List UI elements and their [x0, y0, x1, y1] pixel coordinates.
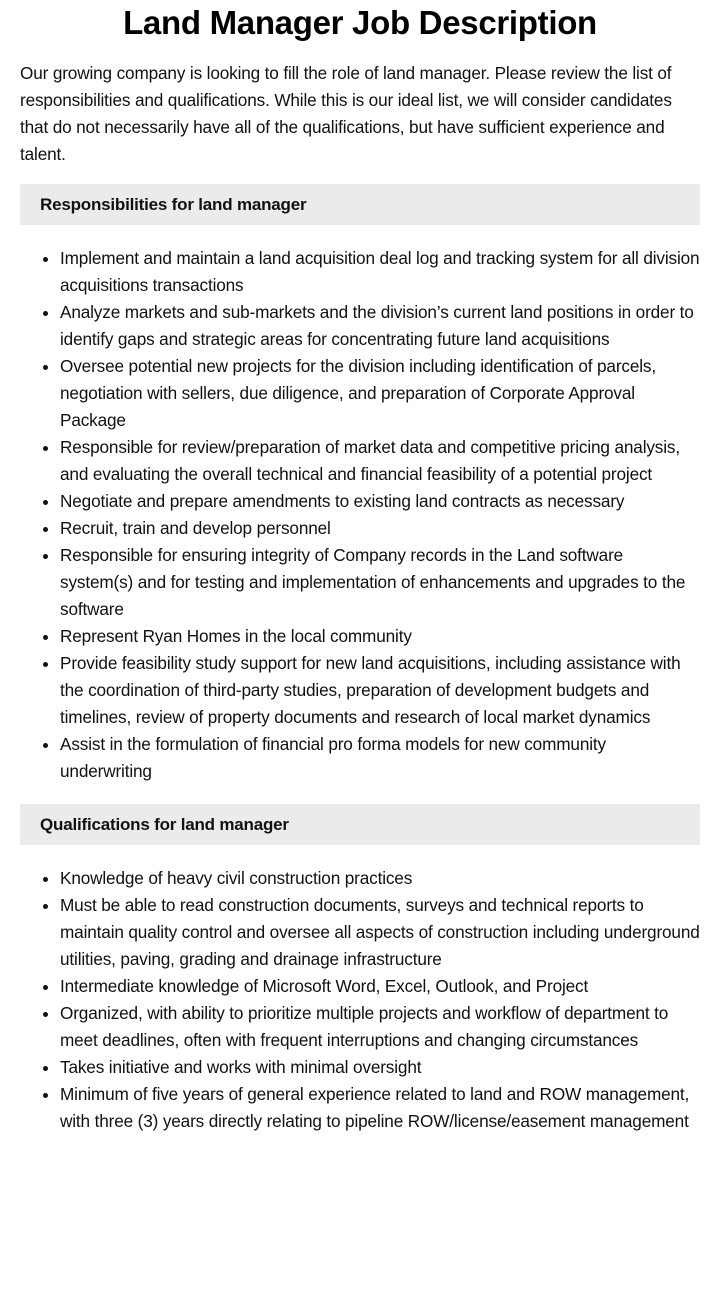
responsibilities-heading: Responsibilities for land manager [20, 184, 700, 225]
qualifications-list [20, 865, 700, 1135]
qualifications-heading: Qualifications for land manager [20, 804, 700, 845]
list-item: • Assist in the formulation of financial pro forma models for new community underwriting [60, 731, 700, 785]
list-item: • Must be able to read construction documents, surveys and technical reports to maintain quality control and oversee all aspects of construction including underground utilities, paving, grading and drainage infrastructure [60, 892, 700, 973]
list-item: • Represent Ryan Homes in the local community [60, 623, 700, 650]
list-item: • Negotiate and prepare amendments to existing land contracts as necessary [60, 488, 700, 515]
intro-paragraph: Our growing company is looking to fill the role of land manager. Please review the list of responsibilities and qualifications. While this is our ideal list, we will consider candidates that do not necessarily have all of the qualifications, but have sufficient experience and talent. [20, 63, 672, 164]
list-item: • Organized, with ability to prioritize multiple projects and workflow of department to meet deadlines, often with frequent interruptions and changing circumstances [60, 1000, 700, 1054]
responsibilities-section [20, 184, 700, 785]
list-item: • Responsible for ensuring integrity of Company records in the Land software system(s) and for testing and implementation of enhancements and upgrades to the software [60, 542, 700, 623]
page-title: Land Manager Job Description [123, 4, 597, 41]
list-item: • Recruit, train and develop personnel [60, 515, 700, 542]
list-item: • Analyze markets and sub-markets and the division’s current land positions in order to identify gaps and strategic areas for concentrating future land acquisitions [60, 299, 700, 353]
list-item: • Intermediate knowledge of Microsoft Word, Excel, Outlook, and Project [60, 973, 700, 1000]
responsibilities-list [20, 245, 700, 785]
list-item: • Oversee potential new projects for the division including identification of parcels, negotiation with sellers, due diligence, and preparation of Corporate Approval Package [60, 353, 700, 434]
qualifications-section [20, 804, 700, 1135]
list-item: • Responsible for review/preparation of market data and competitive pricing analysis, and evaluating the overall technical and financial feasibility of a potential project [60, 434, 700, 488]
list-item: • Takes initiative and works with minimal oversight [60, 1054, 700, 1081]
list-item: • Minimum of five years of general experience related to land and ROW management, with three (3) years directly relating to pipeline ROW/license/easement management [60, 1081, 700, 1135]
list-item: • Implement and maintain a land acquisition deal log and tracking system for all division acquisitions transactions [60, 245, 700, 299]
list-item: • Provide feasibility study support for new land acquisitions, including assistance with the coordination of third-party studies, preparation of development budgets and timelines, review of property documents and research of local market dynamics [60, 650, 700, 731]
list-item: • Knowledge of heavy civil construction practices [60, 865, 700, 892]
